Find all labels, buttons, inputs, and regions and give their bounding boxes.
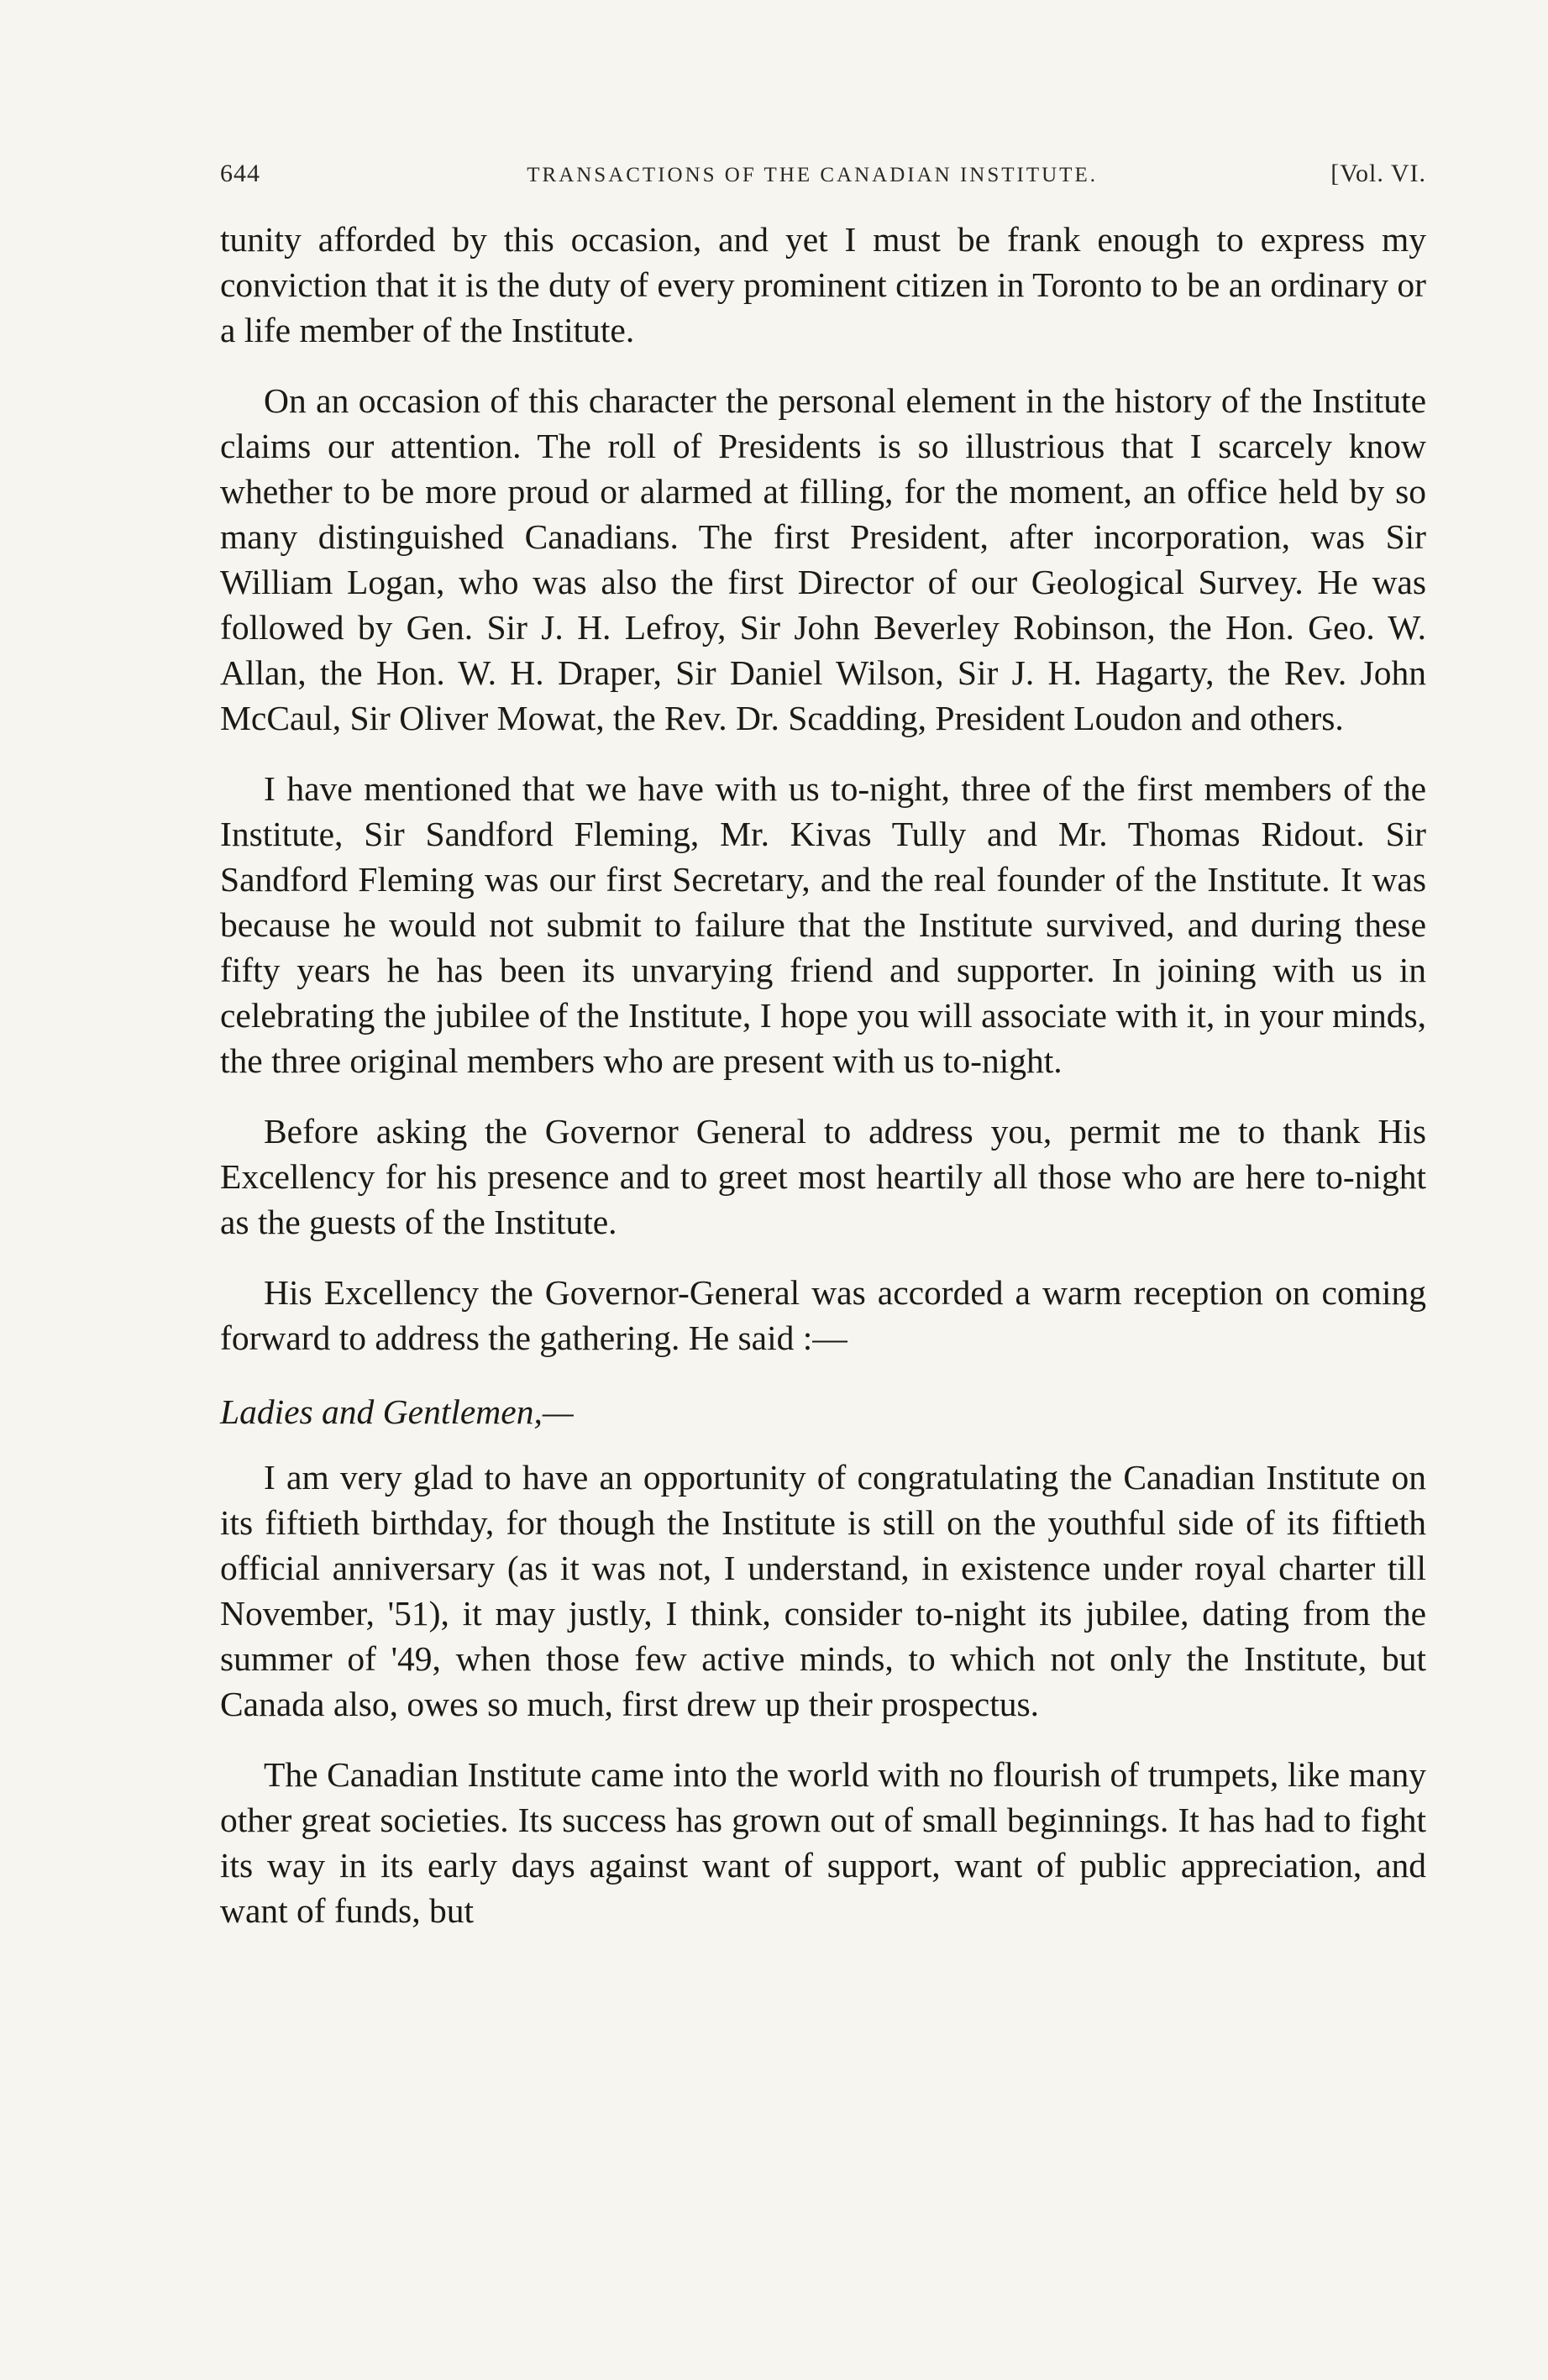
speech-salutation: Ladies and Gentlemen,—: [220, 1392, 574, 1431]
running-title: TRANSACTIONS OF THE CANADIAN INSTITUTE.: [527, 164, 1098, 186]
paragraph-presidents: On an occasion of this character the personal element in the history of the Institute claims our attention. The roll of Presidents is so illustrious that I scarcely know whether to be more proud or alarmed at filling, for the moment, an office held by so many distinguished Canadians. The first President, after incorporation, was Sir William Logan, who was also the first Director of our Geological Survey. He was followed by Gen. Sir J. H. Lefroy, Sir John Beverley Robinson, the Hon. Geo. W. Allan, the Hon. W. H. Draper, Sir Daniel Wilson, Sir J. H. Hagarty, the Rev. John McCaul, Sir Oliver Mowat, the Rev. Dr. Scadding, President Loudon and others.: [220, 381, 1426, 737]
volume-label: [Vol. VI.: [1330, 160, 1426, 187]
speech-paragraph-birthday: I am very glad to have an opportunity of congratulating the Canadian Institute on its fiftieth birthday, for though the Institute is still on the youthful side of its fiftieth official anniversary (as it was not, I understand, in existence under royal charter till November, '51), it may justly, I think, consider to-night its jubilee, dating from the summer of '49, when those few active minds, to which not only the Institute, but Canada also, owes so much, first drew up their prospectus.: [220, 1458, 1426, 1723]
page-number: 644: [220, 160, 260, 187]
paragraph-continuation: tunity afforded by this occasion, and yet I must be frank enough to express my conviction that it is the duty of every prominent citizen in Toronto to be an ordinary or a life member of the Institute.: [220, 220, 1426, 349]
running-header: [220, 160, 1426, 188]
body-text: [220, 217, 1426, 1933]
speech-paragraph-beginnings: The Canadian Institute came into the world with no flourish of trumpets, like many other great societies. Its success has grown out of small beginnings. It has had to fight its way in its early days against want of support, want of public appreciation, and want of funds, but: [220, 1755, 1426, 1930]
paragraph-governor-intro: Before asking the Governor General to address you, permit me to thank His Excellency for his presence and to greet most heartily all those who are here to-night as the guests of the Institute.: [220, 1112, 1426, 1241]
paragraph-reception: His Excellency the Governor-General was accorded a warm reception on coming forward to address the gathering. He said :—: [220, 1273, 1426, 1357]
document-page: [220, 160, 1426, 1933]
paragraph-first-members: I have mentioned that we have with us to-night, three of the first members of the Institute, Sir Sandford Fleming, Mr. Kivas Tully and Mr. Thomas Ridout. Sir Sandford Fleming was our first Secretary, and the real founder of the Institute. It was because he would not submit to failure that the Institute survived, and during these fifty years he has been its unvarying friend and supporter. In joining with us in celebrating the jubilee of the Institute, I hope you will associate with it, in your minds, the three original members who are present with us to-night.: [220, 769, 1426, 1080]
